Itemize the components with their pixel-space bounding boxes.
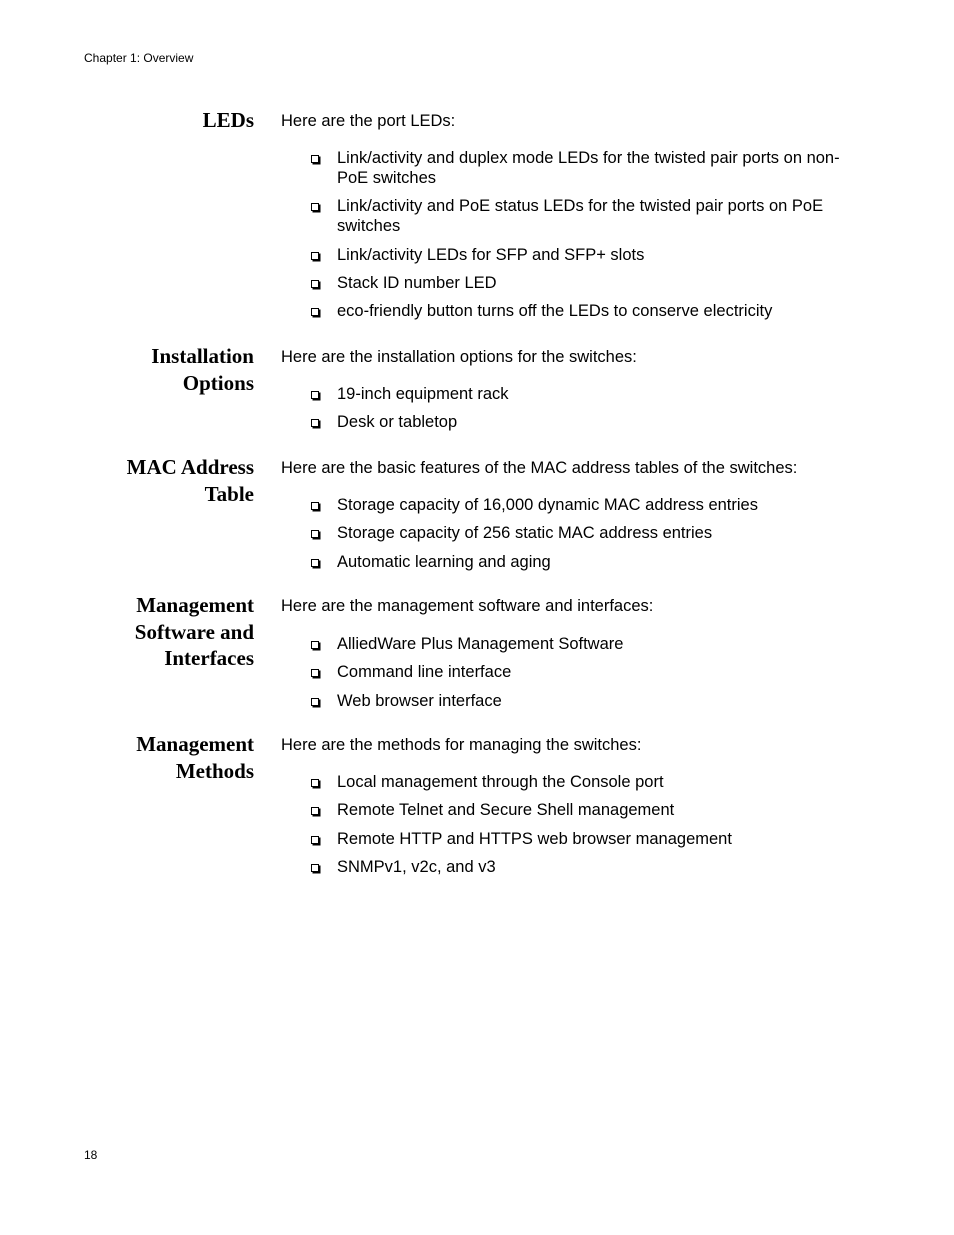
section-intro: Here are the methods for managing the switches:: [281, 736, 642, 754]
section-heading-line: Table: [204, 481, 254, 506]
square-bullet-icon: [311, 779, 319, 787]
list-item: Link/activity and duplex mode LEDs for the twisted pair ports on non-PoE switches: [0, 148, 847, 188]
bullet-list: [0, 772, 954, 885]
list-item: Automatic learning and aging: [0, 552, 847, 572]
section-heading-line: MAC Address: [126, 455, 254, 479]
list-item: Local management through the Console port: [0, 772, 847, 792]
section-intro: Here are the installation options for the switches:: [281, 348, 637, 366]
section-heading-line: Software and: [134, 619, 254, 644]
section-intro: Here are the basic features of the MAC address tables of the switches:: [281, 459, 798, 477]
list-item: eco-friendly button turns off the LEDs to conserve electricity: [0, 301, 847, 321]
section-heading-line: Methods: [175, 758, 254, 783]
square-bullet-icon: [311, 203, 319, 211]
section-heading-line: Interfaces: [164, 646, 254, 670]
square-bullet-icon: [311, 641, 319, 649]
square-bullet-icon: [311, 530, 319, 538]
square-bullet-icon: [311, 252, 319, 260]
list-item: Command line interface: [0, 662, 847, 682]
list-item: Storage capacity of 256 static MAC address entries: [0, 523, 847, 543]
section-heading-line: Options: [182, 370, 254, 395]
section-intro: Here are the port LEDs:: [281, 112, 456, 130]
section-heading-line: LEDs: [202, 108, 254, 132]
bullet-list: [0, 384, 954, 441]
bullet-list: [0, 148, 954, 329]
square-bullet-icon: [311, 864, 319, 872]
square-bullet-icon: [311, 559, 319, 567]
section-heading-line: Installation: [151, 344, 254, 368]
square-bullet-icon: [311, 391, 319, 399]
bullet-list: [0, 634, 954, 719]
square-bullet-icon: [311, 836, 319, 844]
square-bullet-icon: [311, 419, 319, 427]
list-item: Remote Telnet and Secure Shell management: [0, 800, 847, 820]
list-item: Storage capacity of 16,000 dynamic MAC address entries: [0, 495, 847, 515]
square-bullet-icon: [311, 502, 319, 510]
list-item: Remote HTTP and HTTPS web browser management: [0, 829, 847, 849]
square-bullet-icon: [311, 669, 319, 677]
square-bullet-icon: [311, 308, 319, 316]
section-heading-line: Management: [136, 732, 254, 756]
list-item: Desk or tabletop: [0, 412, 847, 432]
section-intro: Here are the management software and interfaces:: [281, 597, 654, 615]
section-heading-line: Management: [136, 593, 254, 617]
bullet-list: [0, 495, 954, 580]
list-item: Stack ID number LED: [0, 273, 847, 293]
list-item: Web browser interface: [0, 691, 847, 711]
list-item: AlliedWare Plus Management Software: [0, 634, 847, 654]
page-number: 18: [84, 1148, 98, 1162]
square-bullet-icon: [311, 155, 319, 163]
list-item: 19-inch equipment rack: [0, 384, 847, 404]
square-bullet-icon: [311, 698, 319, 706]
section-heading: [54, 107, 254, 134]
list-item: Link/activity and PoE status LEDs for the twisted pair ports on PoE switches: [0, 196, 847, 236]
list-item: Link/activity LEDs for SFP and SFP+ slots: [0, 245, 847, 265]
list-item: SNMPv1, v2c, and v3: [0, 857, 847, 877]
square-bullet-icon: [311, 807, 319, 815]
square-bullet-icon: [311, 280, 319, 288]
running-header: Chapter 1: Overview: [84, 51, 194, 65]
